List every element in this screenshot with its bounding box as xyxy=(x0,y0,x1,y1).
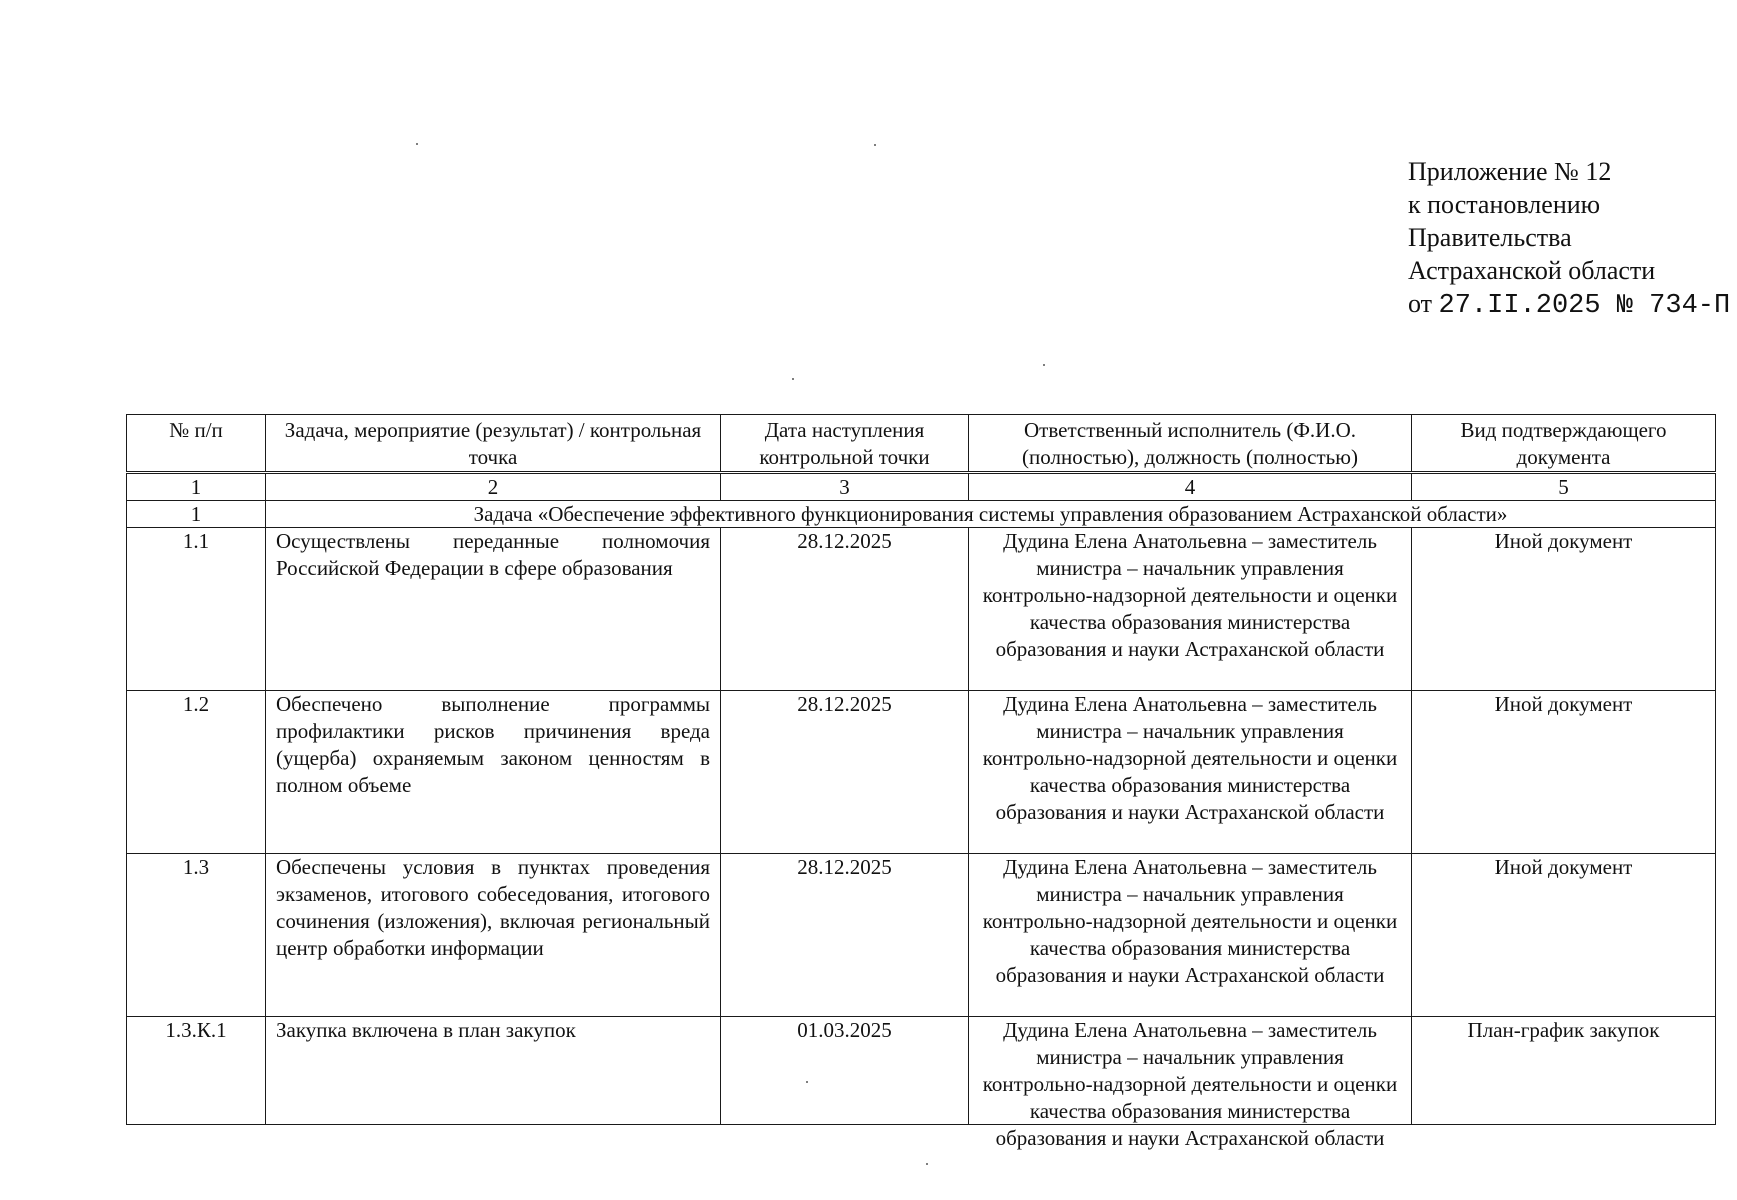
row-num: 1.3.К.1 xyxy=(127,1017,266,1125)
row-date: 28.12.2025 xyxy=(721,854,969,1017)
row-text: Обеспечены условия в пунктах проведения экзаменов, итогового собеседования, итогового сочинения (изложения), включая региональный центр обработки информации xyxy=(266,854,721,1017)
appendix-line-4: Астраханской области xyxy=(1408,256,1656,285)
task-title: Задача «Обеспечение эффективного функционирования системы управления образованием Астраханской области» xyxy=(266,501,1716,528)
row-date: 28.12.2025 xyxy=(721,528,969,691)
scan-speck xyxy=(806,1081,808,1083)
column-number: 3 xyxy=(721,473,969,501)
scan-speck xyxy=(416,143,418,145)
row-text: Закупка включена в план закупок xyxy=(266,1017,721,1125)
column-number: 4 xyxy=(969,473,1412,501)
header-num: № п/п xyxy=(127,415,266,473)
column-number: 1 xyxy=(127,473,266,501)
row-responsible-cell xyxy=(969,1017,1412,1150)
table-header-row xyxy=(127,415,1716,473)
task-row xyxy=(127,501,1716,528)
column-number-row xyxy=(127,473,1716,501)
header-task: Задача, мероприятие (результат) / контрольная точка xyxy=(266,415,721,473)
appendix-line-2: к постановлению xyxy=(1408,190,1601,219)
row-doc: План-график закупок xyxy=(1412,1017,1716,1125)
column-number: 2 xyxy=(266,473,721,501)
column-number: 5 xyxy=(1412,473,1716,501)
appendix-header xyxy=(1408,155,1730,323)
row-text: Осуществлены переданные полномочия Российской Федерации в сфере образования xyxy=(266,528,721,691)
task-num: 1 xyxy=(127,501,266,528)
scan-speck xyxy=(926,1163,928,1165)
scan-speck xyxy=(1043,364,1045,366)
row-num: 1.2 xyxy=(127,691,266,854)
row-responsible: Дудина Елена Анатольевна – заместитель министра – начальник управления контрольно-надзорной деятельности и оценки качества образования министерства образования и науки Астраханской области xyxy=(969,691,1412,854)
row-num: 1.1 xyxy=(127,528,266,691)
header-responsible: Ответственный исполнитель (Ф.И.О. (полностью), должность (полностью) xyxy=(969,415,1412,473)
row-responsible: Дудина Елена Анатольевна – заместитель министра – начальник управления контрольно-надзорной деятельности и оценки качества образования министерства образования и науки Астраханской области xyxy=(969,854,1412,1017)
appendix-title: Приложение № 12 xyxy=(1408,157,1612,186)
table-row xyxy=(127,528,1716,691)
table-row xyxy=(127,1017,1716,1125)
appendix-date-number-stamp: 27.II.2025 № 734-П xyxy=(1438,291,1731,321)
appendix-line-5 xyxy=(1408,287,1730,323)
row-num: 1.3 xyxy=(127,854,266,1017)
row-doc: Иной документ xyxy=(1412,854,1716,1017)
row-text: Обеспечено выполнение программы профилактики рисков причинения вреда (ущерба) охраняемым законом ценностям в полном объеме xyxy=(266,691,721,854)
row-doc: Иной документ xyxy=(1412,691,1716,854)
table-row xyxy=(127,854,1716,1017)
scan-speck xyxy=(792,378,794,380)
row-responsible: Дудина Елена Анатольевна – заместитель министра – начальник управления контрольно-надзорной деятельности и оценки качества образования министерства образования и науки Астраханской области xyxy=(969,528,1412,691)
table-row xyxy=(127,691,1716,854)
header-doc: Вид подтверждающего документа xyxy=(1412,415,1716,473)
appendix-date-prefix: от xyxy=(1408,289,1433,318)
scan-speck xyxy=(874,144,876,146)
row-responsible: Дудина Елена Анатольевна – заместитель министра – начальник управления контрольно-надзорной деятельности и оценки качества образования министерства образования и науки Астраханской области xyxy=(982,1018,1398,1150)
row-doc: Иной документ xyxy=(1412,528,1716,691)
appendix-line-3: Правительства xyxy=(1408,223,1572,252)
row-date: 28.12.2025 xyxy=(721,691,969,854)
header-date: Дата наступления контрольной точки xyxy=(721,415,969,473)
row-date: 01.03.2025 xyxy=(721,1017,969,1125)
control-points-table xyxy=(126,414,1716,1150)
